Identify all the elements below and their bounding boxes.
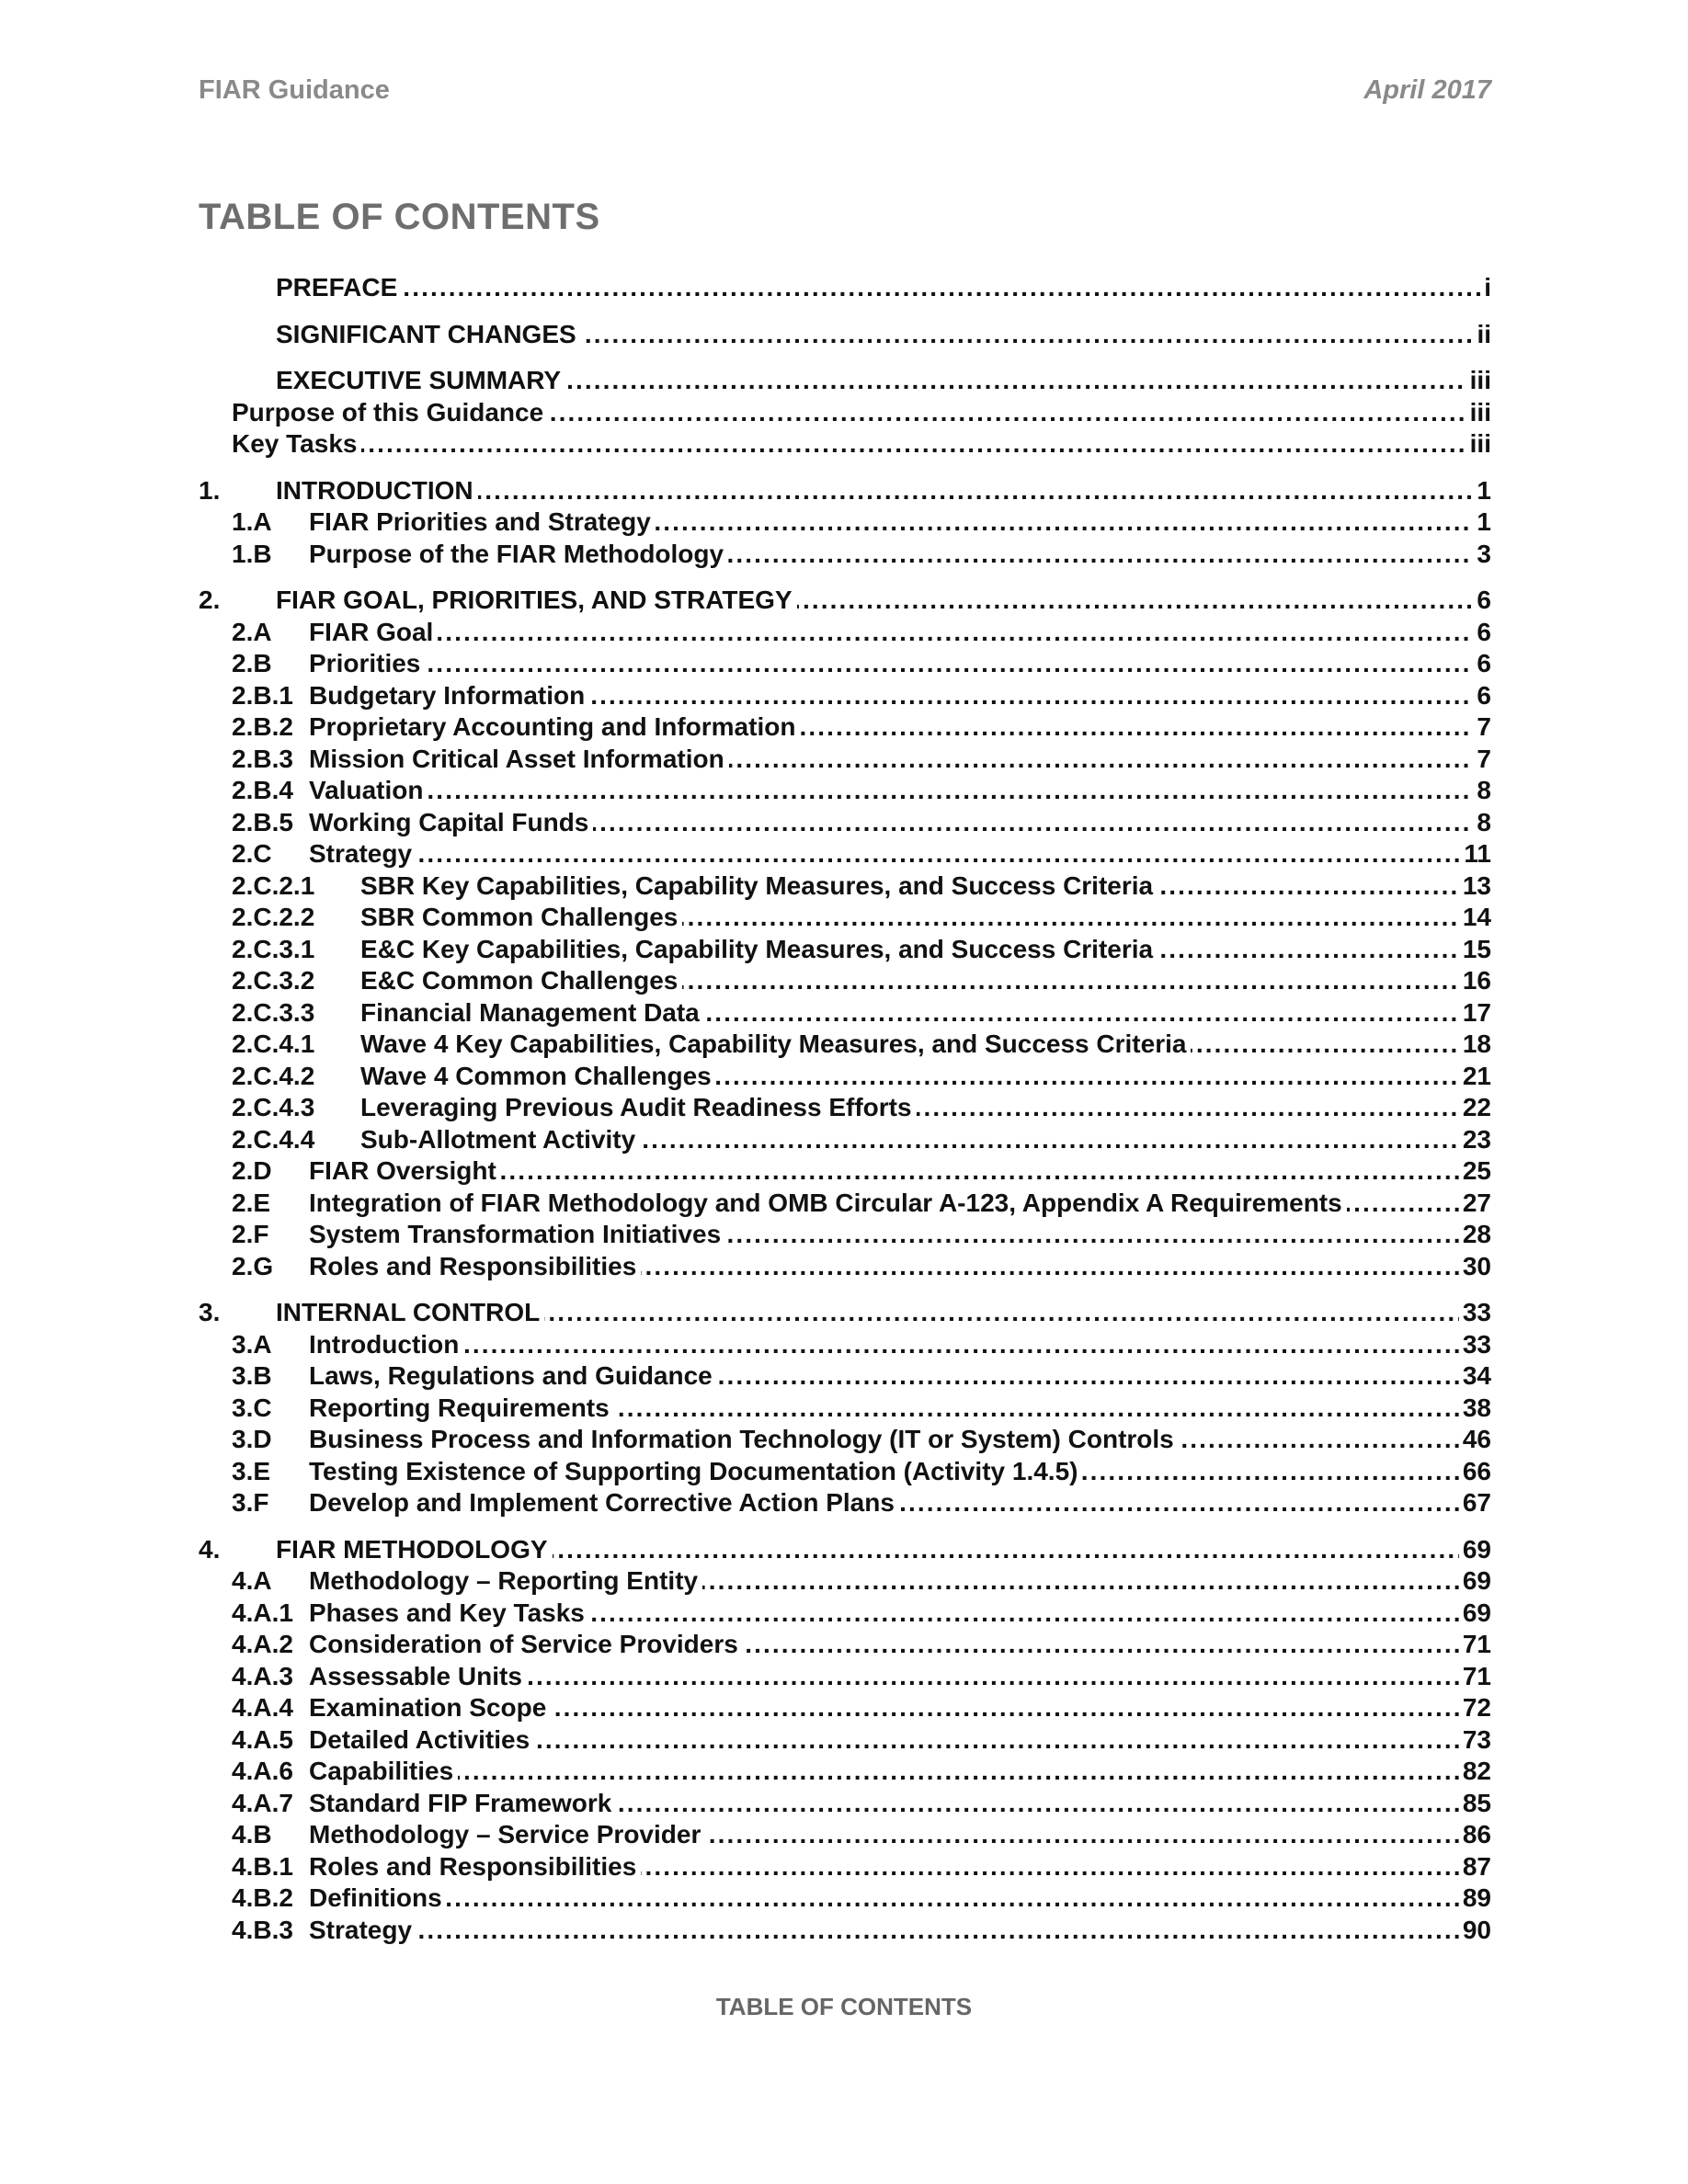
toc-entry-title: Wave 4 Key Capabilities, Capability Measures, and Success Criteria <box>360 1029 1191 1061</box>
toc-entry-page-number: 87 <box>1459 1851 1491 1883</box>
running-header-title: FIAR Guidance <box>199 75 390 105</box>
toc-entry-number: 3.C <box>232 1393 272 1425</box>
toc-entry-title: Definitions <box>309 1883 447 1915</box>
toc-entry-number: 4.B.3 <box>232 1915 293 1947</box>
toc-entry[interactable] <box>199 680 1491 712</box>
toc-entry-page-number: 34 <box>1459 1360 1491 1393</box>
toc-entry-title: Consideration of Service Providers <box>309 1629 743 1661</box>
toc-entry[interactable] <box>199 1724 1491 1757</box>
toc-entry[interactable] <box>199 1393 1491 1425</box>
toc-entry[interactable] <box>199 1188 1491 1220</box>
toc-entry-page-number: 66 <box>1459 1456 1491 1488</box>
toc-entry[interactable] <box>199 1360 1491 1393</box>
toc-entry-page-number: 82 <box>1459 1756 1491 1788</box>
toc-entry[interactable] <box>199 1883 1491 1915</box>
toc-entry[interactable] <box>199 711 1491 744</box>
toc-entry[interactable] <box>199 428 1491 461</box>
toc-entry[interactable] <box>199 1424 1491 1456</box>
dot-leader <box>309 1329 1491 1361</box>
toc-entry-number: 4.B.2 <box>232 1883 293 1915</box>
toc-entry-page-number: 46 <box>1459 1424 1491 1456</box>
toc-entry-number: 3.F <box>232 1487 268 1519</box>
toc-entry[interactable] <box>199 365 1491 397</box>
toc-entry-page-number: 13 <box>1459 870 1491 903</box>
toc-entry-title: EXECUTIVE SUMMARY <box>276 365 565 397</box>
toc-entry-number: 4.B.1 <box>232 1851 293 1883</box>
toc-entry-page-number: 71 <box>1459 1629 1491 1661</box>
dot-leader <box>309 648 1491 680</box>
toc-entry[interactable] <box>199 1092 1491 1124</box>
toc-entry-title: Reporting Requirements <box>309 1393 614 1425</box>
toc-entry-title: Leveraging Previous Audit Readiness Efforts <box>360 1092 917 1124</box>
toc-entry-number: 2.B.4 <box>232 775 293 807</box>
toc-section <box>199 1297 1491 1519</box>
toc-entry-title: Methodology – Reporting Entity <box>309 1565 702 1598</box>
toc-entry-number: 2.C.4.1 <box>232 1029 314 1061</box>
toc-entry-page-number: 85 <box>1459 1788 1491 1820</box>
dot-leader <box>309 838 1491 870</box>
toc-entry[interactable] <box>199 870 1491 903</box>
toc-entry-number: 2.G <box>232 1251 273 1283</box>
toc-entry-title: Valuation <box>309 775 428 807</box>
toc-section <box>199 319 1491 351</box>
toc-entry-title: FIAR GOAL, PRIORITIES, AND STRATEGY <box>276 585 797 617</box>
toc-entry-title: Laws, Regulations and Guidance <box>309 1360 717 1393</box>
toc-entry-title: FIAR Oversight <box>309 1155 501 1188</box>
toc-entry-page-number: 86 <box>1459 1819 1491 1851</box>
toc-entry-number: 2.C.3.2 <box>232 965 314 997</box>
toc-entry-number: 2.B.3 <box>232 744 293 776</box>
toc-entry-title: Detailed Activities <box>309 1724 534 1757</box>
toc-entry-title: Integration of FIAR Methodology and OMB Circular A-123, Appendix A Requirements <box>309 1188 1347 1220</box>
toc-entry-page-number: i <box>1480 272 1491 304</box>
toc-entry[interactable] <box>199 1251 1491 1283</box>
toc-entry-number: 4.A.7 <box>232 1788 293 1820</box>
toc-entry-page-number: 18 <box>1459 1029 1491 1061</box>
toc-entry-number: 2.C <box>232 838 272 870</box>
toc-entry[interactable] <box>199 1297 1491 1329</box>
toc-entry-title: E&C Key Capabilities, Capability Measures, and Success Criteria <box>360 934 1158 966</box>
toc-entry[interactable] <box>199 585 1491 617</box>
toc-entry-title: Wave 4 Common Challenges <box>360 1061 716 1093</box>
toc-entry-number: 3.B <box>232 1360 272 1393</box>
toc-entry[interactable] <box>199 648 1491 680</box>
page-title: TABLE OF CONTENTS <box>199 197 600 237</box>
toc-entry-page-number: 27 <box>1459 1188 1491 1220</box>
toc-entry-page-number: 33 <box>1459 1297 1491 1329</box>
toc-entry-title: Capabilities <box>309 1756 458 1788</box>
toc-entry-number: 2.E <box>232 1188 270 1220</box>
toc-entry-number: 2.B.1 <box>232 680 293 712</box>
toc-entry[interactable] <box>199 1661 1491 1693</box>
toc-entry-page-number: 6 <box>1473 680 1491 712</box>
toc-entry-number: 2.F <box>232 1219 268 1251</box>
toc-entry[interactable] <box>199 272 1491 304</box>
toc-entry-page-number: 89 <box>1459 1883 1491 1915</box>
toc-entry-number: 2.C.2.1 <box>232 870 314 903</box>
toc-entry[interactable] <box>199 1819 1491 1851</box>
toc-entry-page-number: 6 <box>1473 648 1491 680</box>
toc-entry-number: 2.B.2 <box>232 711 293 744</box>
toc-entry-title: SIGNIFICANT CHANGES <box>276 319 581 351</box>
toc-entry-number: 3.E <box>232 1456 270 1488</box>
toc-entry[interactable] <box>199 1692 1491 1724</box>
toc-entry-title: Working Capital Funds <box>309 807 593 839</box>
toc-entry-title: Develop and Implement Corrective Action Plans <box>309 1487 899 1519</box>
toc-entry-page-number: 67 <box>1459 1487 1491 1519</box>
toc-entry-title: Strategy <box>309 1915 416 1947</box>
toc-entry[interactable] <box>199 997 1491 1029</box>
toc-entry-number: 2.C.4.4 <box>232 1124 314 1156</box>
toc-entry-number: 2.B.5 <box>232 807 293 839</box>
toc-entry-page-number: 25 <box>1459 1155 1491 1188</box>
toc-entry-title: Testing Existence of Supporting Documentation (Activity 1.4.5) <box>309 1456 1082 1488</box>
toc-entry-page-number: 71 <box>1459 1661 1491 1693</box>
running-footer: TABLE OF CONTENTS <box>715 1993 973 2020</box>
toc-entry[interactable] <box>199 1756 1491 1788</box>
toc-entry-title: Introduction <box>309 1329 463 1361</box>
toc-entry-page-number: 90 <box>1459 1915 1491 1947</box>
toc-entry-title: Roles and Responsibilities <box>309 1251 641 1283</box>
toc-entry-number: 2.C.2.2 <box>232 902 314 934</box>
table-of-contents <box>199 272 1491 1961</box>
toc-entry-page-number: 8 <box>1473 807 1491 839</box>
toc-entry-page-number: 69 <box>1459 1565 1491 1598</box>
toc-entry-page-number: 1 <box>1473 506 1491 539</box>
toc-entry-title: E&C Common Challenges <box>360 965 682 997</box>
toc-entry[interactable] <box>199 807 1491 839</box>
toc-entry-page-number: 6 <box>1473 585 1491 617</box>
toc-entry-title: Roles and Responsibilities <box>309 1851 641 1883</box>
toc-entry-page-number: 3 <box>1473 539 1491 571</box>
toc-entry-page-number: 69 <box>1459 1534 1491 1566</box>
toc-entry[interactable] <box>199 965 1491 997</box>
toc-entry[interactable] <box>199 1915 1491 1947</box>
toc-entry[interactable] <box>199 1851 1491 1883</box>
toc-section <box>199 365 1491 461</box>
toc-entry[interactable] <box>199 1629 1491 1661</box>
toc-entry[interactable] <box>199 397 1491 429</box>
toc-section <box>199 475 1491 571</box>
toc-entry[interactable] <box>199 775 1491 807</box>
toc-entry-title: FIAR Priorities and Strategy <box>309 506 656 539</box>
toc-entry[interactable] <box>199 1219 1491 1251</box>
toc-entry-page-number: 1 <box>1473 475 1491 507</box>
toc-entry-page-number: 38 <box>1459 1393 1491 1425</box>
toc-entry[interactable] <box>199 902 1491 934</box>
toc-entry-page-number: 11 <box>1460 838 1491 870</box>
toc-entry-page-number: 23 <box>1459 1124 1491 1156</box>
dot-leader <box>309 1756 1491 1788</box>
toc-entry[interactable] <box>199 1788 1491 1820</box>
toc-entry[interactable] <box>199 934 1491 966</box>
toc-entry-page-number: 69 <box>1459 1598 1491 1630</box>
dot-leader <box>309 617 1491 649</box>
toc-entry-title: PREFACE <box>276 272 402 304</box>
dot-leader <box>309 775 1491 807</box>
toc-entry[interactable] <box>199 506 1491 539</box>
running-header-date: April 2017 <box>1363 75 1491 105</box>
toc-entry-title: Purpose of this Guidance <box>232 397 548 429</box>
toc-entry[interactable] <box>199 1029 1491 1061</box>
toc-entry-title: Key Tasks <box>232 428 361 461</box>
toc-entry-title: INTRODUCTION <box>276 475 478 507</box>
toc-entry[interactable] <box>199 475 1491 507</box>
toc-entry-number: 1.A <box>232 506 272 539</box>
toc-entry-number: 2.C.4.3 <box>232 1092 314 1124</box>
toc-entry-title: Assessable Units <box>309 1661 527 1693</box>
toc-entry-number: 1. <box>199 475 220 507</box>
toc-entry-title: Strategy <box>309 838 416 870</box>
toc-entry-number: 2.A <box>232 617 272 649</box>
toc-section <box>199 585 1491 1282</box>
toc-entry-title: Priorities <box>309 648 425 680</box>
dot-leader <box>232 428 1491 461</box>
toc-entry-number: 3. <box>199 1297 220 1329</box>
toc-entry-title: FIAR METHODOLOGY <box>276 1534 553 1566</box>
toc-entry-title: SBR Common Challenges <box>360 902 682 934</box>
toc-entry-title: Proprietary Accounting and Information <box>309 711 800 744</box>
toc-entry-page-number: iii <box>1466 428 1491 461</box>
toc-entry-page-number: 22 <box>1459 1092 1491 1124</box>
toc-entry[interactable] <box>199 1456 1491 1488</box>
toc-entry[interactable] <box>199 744 1491 776</box>
toc-entry-title: FIAR Goal <box>309 617 438 649</box>
toc-entry[interactable] <box>199 539 1491 571</box>
toc-entry-number: 4. <box>199 1534 220 1566</box>
toc-entry[interactable] <box>199 1534 1491 1566</box>
toc-entry-title: Sub-Allotment Activity <box>360 1124 640 1156</box>
toc-entry-page-number: 7 <box>1473 744 1491 776</box>
toc-entry-number: 4.A.2 <box>232 1629 293 1661</box>
toc-entry[interactable] <box>199 838 1491 870</box>
toc-entry-number: 2.B <box>232 648 272 680</box>
toc-entry-page-number: ii <box>1473 319 1491 351</box>
toc-entry-title: Budgetary Information <box>309 680 589 712</box>
toc-entry-number: 4.A.4 <box>232 1692 293 1724</box>
toc-entry-page-number: 30 <box>1459 1251 1491 1283</box>
dot-leader <box>276 272 1491 304</box>
toc-section <box>199 1534 1491 1947</box>
toc-entry-title: Phases and Key Tasks <box>309 1598 589 1630</box>
toc-entry-page-number: 15 <box>1459 934 1491 966</box>
toc-entry-title: SBR Key Capabilities, Capability Measures, and Success Criteria <box>360 870 1158 903</box>
toc-section <box>199 272 1491 304</box>
toc-entry-title: Standard FIP Framework <box>309 1788 616 1820</box>
toc-entry-number: 2. <box>199 585 220 617</box>
toc-entry-number: 2.C.3.3 <box>232 997 314 1029</box>
toc-entry[interactable] <box>199 319 1491 351</box>
toc-entry-number: 2.C.4.2 <box>232 1061 314 1093</box>
toc-entry-title: Purpose of the FIAR Methodology <box>309 539 728 571</box>
toc-entry[interactable] <box>199 617 1491 649</box>
toc-entry-number: 3.A <box>232 1329 272 1361</box>
toc-entry[interactable] <box>199 1565 1491 1598</box>
toc-entry[interactable] <box>199 1061 1491 1093</box>
toc-entry-page-number: iii <box>1466 397 1491 429</box>
toc-entry-page-number: 14 <box>1459 902 1491 934</box>
toc-entry-number: 3.D <box>232 1424 272 1456</box>
toc-entry-number: 2.C.3.1 <box>232 934 314 966</box>
toc-entry-number: 4.A.5 <box>232 1724 293 1757</box>
toc-entry-page-number: 6 <box>1473 617 1491 649</box>
toc-entry[interactable] <box>199 1487 1491 1519</box>
toc-entry-page-number: 8 <box>1473 775 1491 807</box>
toc-entry-number: 1.B <box>232 539 272 571</box>
toc-entry-title: Methodology – Service Provider <box>309 1819 705 1851</box>
toc-entry-number: 2.D <box>232 1155 272 1188</box>
toc-entry-page-number: 7 <box>1473 711 1491 744</box>
toc-entry-title: System Transformation Initiatives <box>309 1219 725 1251</box>
toc-entry[interactable] <box>199 1155 1491 1188</box>
toc-entry-number: 4.A <box>232 1565 272 1598</box>
toc-entry-title: Business Process and Information Technology (IT or System) Controls <box>309 1424 1179 1456</box>
dot-leader <box>309 1883 1491 1915</box>
toc-entry-page-number: 16 <box>1459 965 1491 997</box>
toc-entry-page-number: iii <box>1466 365 1491 397</box>
toc-entry-title: INTERNAL CONTROL <box>276 1297 544 1329</box>
toc-entry-number: 4.A.3 <box>232 1661 293 1693</box>
toc-entry-page-number: 17 <box>1459 997 1491 1029</box>
toc-entry-title: Mission Critical Asset Information <box>309 744 729 776</box>
toc-entry-page-number: 33 <box>1459 1329 1491 1361</box>
toc-entry-page-number: 73 <box>1459 1724 1491 1757</box>
toc-entry-number: 4.A.1 <box>232 1598 293 1630</box>
toc-entry[interactable] <box>199 1598 1491 1630</box>
toc-entry[interactable] <box>199 1329 1491 1361</box>
toc-entry-number: 4.B <box>232 1819 272 1851</box>
toc-entry-title: Examination Scope <box>309 1692 551 1724</box>
toc-entry-page-number: 72 <box>1459 1692 1491 1724</box>
toc-entry-title: Financial Management Data <box>360 997 704 1029</box>
toc-entry-page-number: 28 <box>1459 1219 1491 1251</box>
toc-entry-page-number: 21 <box>1459 1061 1491 1093</box>
toc-entry[interactable] <box>199 1124 1491 1156</box>
toc-entry-number: 4.A.6 <box>232 1756 293 1788</box>
dot-leader <box>309 1915 1491 1947</box>
